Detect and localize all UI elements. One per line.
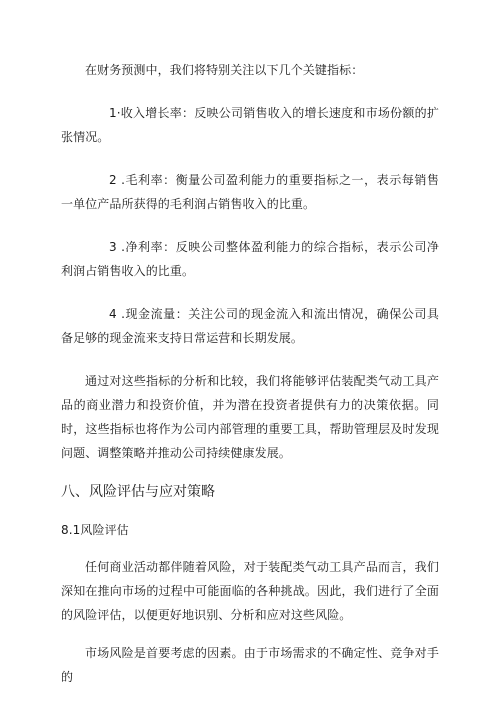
summary-paragraph: 通过对这些指标的分析和比较，我们将能够评估装配类气动工具产品的商业潜力和投资价值，并为潜在投资者提供有力的决策依据。同时，这些指标也将作为公司内部管理的重要工具，帮助管理层及时发现问题、调整策略并推动公司持续健康发展。	[61, 374, 439, 460]
intro-paragraph: 在财务预测中，我们将特别关注以下几个关键指标：	[85, 63, 364, 77]
risk-paragraph-1: 任何商业活动都伴随着风险，对于装配类气动工具产品而言，我们深知在推向市场的过程中可能面临的各种挑战。因此，我们进行了全面的风险评估，以便更好地识别、分析和应对这些风险。	[61, 560, 439, 622]
subsection-heading: 8.1风险评估	[61, 523, 129, 537]
metric-net-margin: 3 .净利率：反映公司整体盈利能力的综合指标，表示公司净利润占销售收入的比重。	[61, 240, 439, 278]
risk-paragraph-2: 市场风险是首要考虑的因素。由于市场需求的不确定性、竞争对手的	[61, 646, 439, 684]
metric-gross-margin: 2 .毛利率：衡量公司盈利能力的重要指标之一，表示每销售一单位产品所获得的毛利润占销售收入的比重。	[61, 173, 439, 211]
metric-revenue-growth: 1·收入增长率：反映公司销售收入的增长速度和市场份额的扩张情况。	[61, 106, 439, 144]
document-body	[61, 58, 439, 689]
section-heading: 八、风险评估与应对策略	[61, 484, 215, 500]
metric-cash-flow: 4 .现金流量：关注公司的现金流入和流出情况，确保公司具备足够的现金流来支持日常运营和长期发展。	[61, 307, 439, 345]
